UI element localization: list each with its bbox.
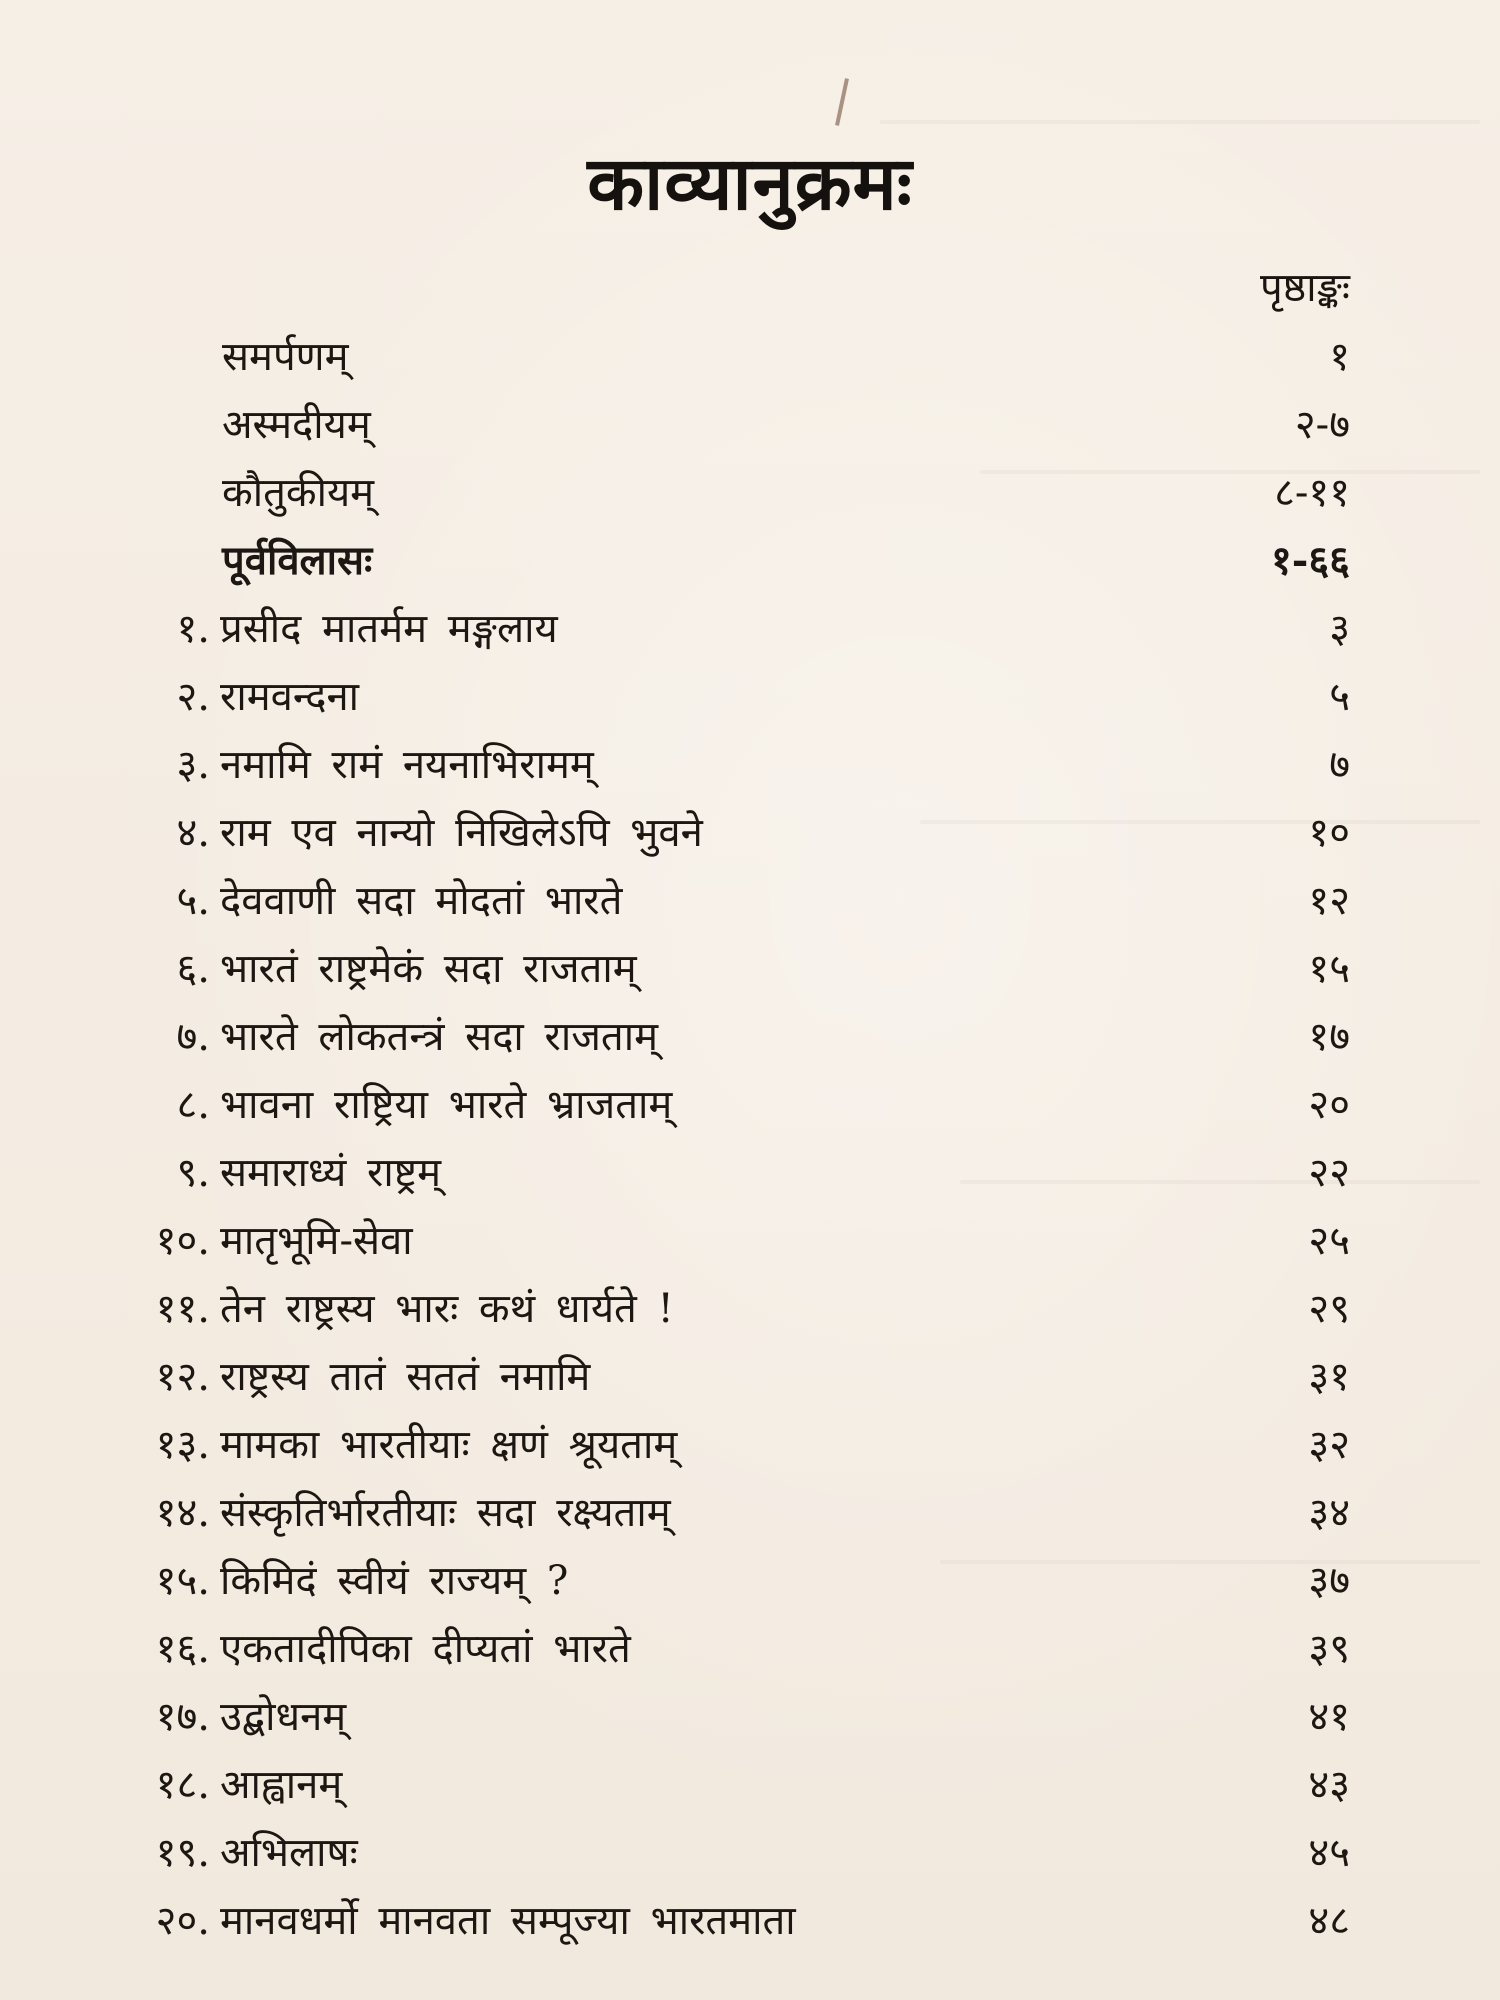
entry-page: २-७ [1294, 402, 1350, 448]
entry-number: २. [176, 674, 210, 720]
entry-title: कौतुकीयम् [222, 470, 375, 516]
entry-title: मामका भारतीयाः क्षणं श्रूयताम् [220, 1422, 678, 1468]
entry-page: ४३ [1308, 1762, 1350, 1808]
entry-title: भारतं राष्ट्रमेकं सदा राजताम् [220, 946, 637, 992]
page-number-column-label: पृष्ठाङ्कः [1259, 265, 1350, 311]
entry-title: संस्कृतिर्भारतीयाः सदा रक्ष्यताम् [220, 1490, 671, 1536]
entry-page: १५ [1308, 946, 1350, 992]
toc-row [0, 1138, 1500, 1208]
entry-title: मातृभूमि-सेवा [220, 1218, 413, 1264]
entry-title: अभिलाषः [220, 1830, 358, 1876]
entry-number: १९. [155, 1830, 210, 1876]
toc-row [0, 1410, 1500, 1480]
entry-number: ६. [176, 946, 210, 992]
entry-number: १७. [155, 1694, 210, 1740]
toc-row [0, 866, 1500, 936]
entry-number: १८. [155, 1762, 210, 1808]
entry-number: ४. [176, 810, 210, 856]
entry-number: १. [176, 606, 210, 652]
entry-number: ९. [176, 1150, 210, 1196]
entry-number: १३. [155, 1422, 210, 1468]
toc-row [0, 934, 1500, 1004]
toc-row [0, 322, 1500, 392]
ink-mark [835, 78, 849, 126]
entry-page: ३९ [1308, 1626, 1350, 1672]
entry-title: नमामि रामं नयनाभिरामम् [220, 742, 594, 788]
entry-page: ३१ [1308, 1354, 1350, 1400]
entry-page: ७ [1329, 742, 1350, 788]
toc-row [0, 1750, 1500, 1820]
page-title: काव्यानुक्रमः [587, 141, 913, 227]
entry-number: ८. [176, 1082, 210, 1128]
toc-row [0, 1614, 1500, 1684]
toc-row [0, 594, 1500, 664]
entry-page: ५ [1329, 674, 1350, 720]
entry-number: १५. [155, 1558, 210, 1604]
entry-page: १७ [1308, 1014, 1350, 1060]
toc-section-row [0, 526, 1500, 596]
entry-title: एकतादीपिका दीप्यतां भारते [220, 1626, 631, 1672]
entry-number: २०. [155, 1898, 210, 1944]
entry-title: तेन राष्ट्रस्य भारः कथं धार्यते ! [220, 1286, 674, 1332]
entry-number: १४. [155, 1490, 210, 1536]
entry-page: १० [1308, 810, 1350, 856]
toc-row [0, 1818, 1500, 1888]
entry-number: ७. [176, 1014, 210, 1060]
entry-page: २० [1308, 1082, 1350, 1128]
entry-page: ३२ [1308, 1422, 1350, 1468]
section-title: पूर्वविलासः [222, 537, 373, 584]
entry-page: २२ [1308, 1150, 1350, 1196]
toc-row [0, 1070, 1500, 1140]
entry-title: उद्बोधनम् [220, 1694, 347, 1740]
toc-row [0, 390, 1500, 460]
entry-number: १६. [155, 1626, 210, 1672]
entry-page: ८-११ [1274, 470, 1350, 516]
toc-row [0, 1274, 1500, 1344]
entry-title: भारते लोकतन्त्रं सदा राजताम् [220, 1014, 658, 1060]
toc-row [0, 1546, 1500, 1616]
entry-title: समाराध्यं राष्ट्रम् [220, 1150, 441, 1196]
entry-page: २९ [1308, 1286, 1350, 1332]
entry-title: राष्ट्रस्य तातं सततं नमामि [220, 1354, 591, 1400]
toc-row [0, 1886, 1500, 1956]
entry-page: ४८ [1308, 1898, 1350, 1944]
entry-number: १०. [155, 1218, 210, 1264]
toc-row [0, 458, 1500, 528]
entry-page: २५ [1308, 1218, 1350, 1264]
entry-title: प्रसीद मातर्मम मङ्गलाय [220, 606, 558, 652]
entry-page: १-६६ [1270, 537, 1350, 584]
entry-title: देववाणी सदा मोदतां भारते [220, 878, 623, 924]
entry-title: रामवन्दना [220, 674, 360, 720]
toc-row [0, 1206, 1500, 1276]
entry-page: ३७ [1308, 1558, 1350, 1604]
entry-page: १२ [1308, 878, 1350, 924]
toc-row [0, 730, 1500, 800]
entry-title: अस्मदीयम् [222, 402, 371, 448]
entry-number: ३. [176, 742, 210, 788]
entry-page: ४१ [1308, 1694, 1350, 1740]
entry-page: १ [1329, 334, 1350, 380]
entry-page: ३४ [1308, 1490, 1350, 1536]
entry-title: राम एव नान्यो निखिलेऽपि भुवने [220, 810, 703, 856]
entry-number: ११. [155, 1286, 210, 1332]
toc-row [0, 798, 1500, 868]
toc-row [0, 662, 1500, 732]
entry-page: ३ [1329, 606, 1350, 652]
entry-title: मानवधर्मो मानवता सम्पूज्या भारतमाता [220, 1898, 796, 1944]
toc-row [0, 1002, 1500, 1072]
toc-row [0, 1478, 1500, 1548]
toc-row [0, 1682, 1500, 1752]
entry-number: ५. [176, 878, 210, 924]
bleed-through-line [880, 120, 1480, 124]
toc-row [0, 1342, 1500, 1412]
entry-number: १२. [155, 1354, 210, 1400]
entry-title: आह्वानम् [220, 1762, 343, 1808]
entry-page: ४५ [1308, 1830, 1350, 1876]
entry-title: समर्पणम् [222, 334, 349, 380]
entry-title: किमिदं स्वीयं राज्यम् ? [220, 1558, 569, 1604]
entry-title: भावना राष्ट्रिया भारते भ्राजताम् [220, 1082, 673, 1128]
